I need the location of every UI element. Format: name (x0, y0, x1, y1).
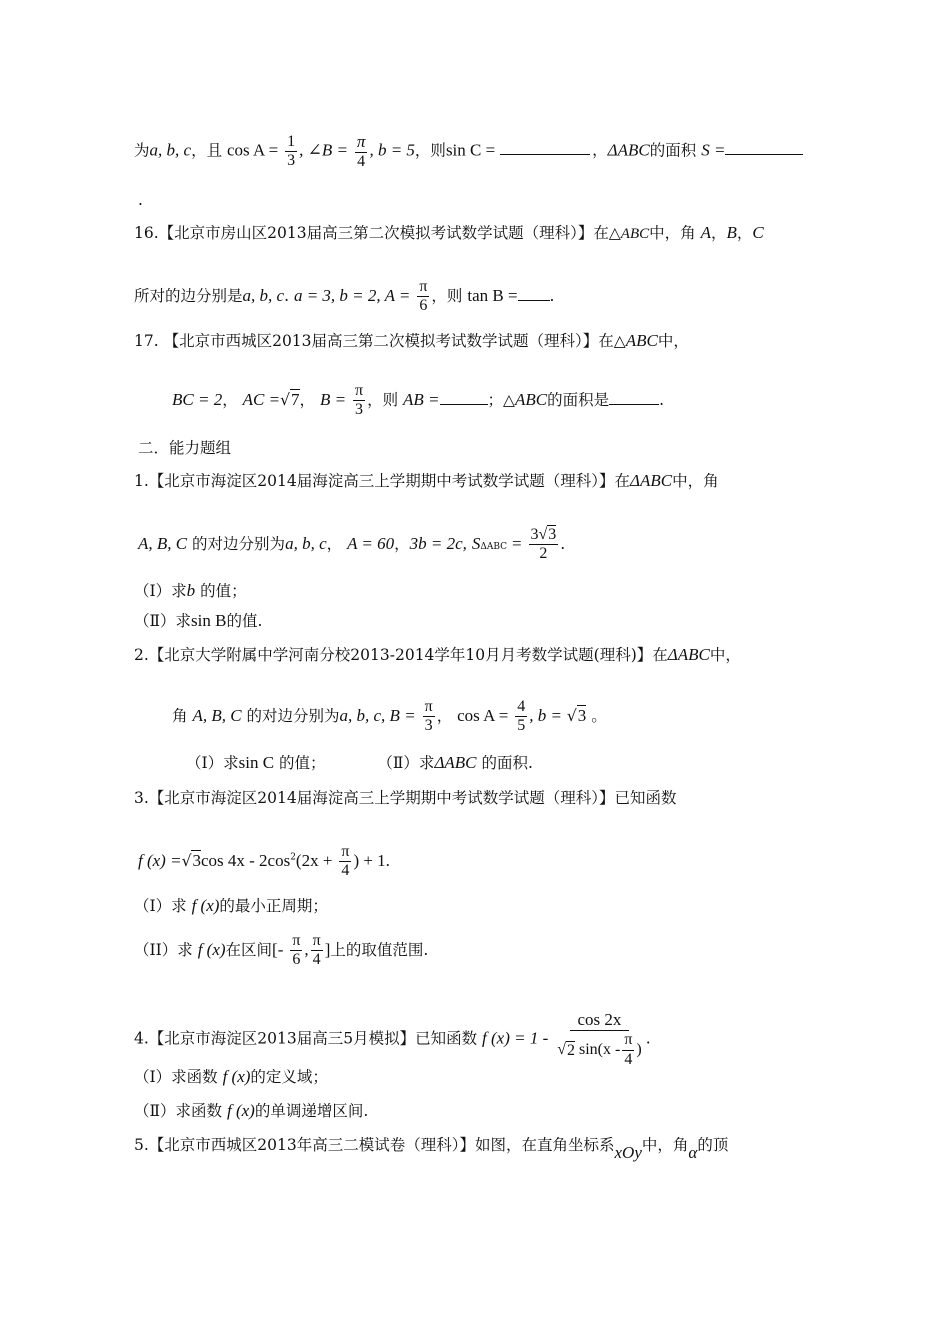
math-b5: , b = 5 (369, 140, 415, 160)
p1-heading: 1.【北京市海淀区2014届海淀高三上学期期中考试数学试题（理科）】在ΔABC中，角 (134, 471, 719, 490)
p3-heading: 3.【北京市海淀区2014届海淀高三上学期期中考试数学试题（理科）】已知函数 (134, 789, 677, 807)
q17-heading: 17. 【北京市西城区2013届高三第二次模拟考试数学试题（理科）】在△ABC中， (134, 331, 689, 350)
fraction: $\frac{\pi}{6}$ (292, 932, 301, 969)
math-cosA: cos A = (227, 140, 279, 160)
text: ，则 (414, 141, 446, 160)
fraction: $\frac{\pi}{3}$ (355, 382, 364, 419)
p1-part1: （Ⅰ）求b 的值； (134, 581, 247, 600)
p3-part1: （I）求 f (x)的最小正周期； (134, 896, 328, 915)
answer-blank (440, 404, 488, 405)
text: ，且 (191, 141, 223, 160)
math-sinC: sin C = (445, 140, 496, 160)
q15-continuation: 为a, b, c，且 cos A = $\frac{1}{3}$ , ∠B = $\frac{\pi}{4}$ , b = 5，则sin C = ，ΔABC的面积 S = (134, 132, 803, 171)
p3-function: f (x) =√3cos $4x - 2\cos^2(2x$ + $\frac{\pi}{4}$ ) + 1. (138, 843, 390, 880)
p5-heading: 5.【北京市西城区2013年高三二模试卷（理科）】如图，在直角坐标系xOy中，角α的顶 (134, 1136, 729, 1162)
math-triangle: ΔABC (607, 140, 650, 160)
fraction: $\frac{3√3}{2}$ (530, 526, 557, 563)
answer-blank (518, 300, 550, 301)
math-angleB: , ∠B = (299, 140, 348, 160)
answer-blank (500, 154, 590, 155)
q17-condition: BC = 2， AC =√7， B = $\frac{\pi}{3}$ ，则 AB = ；△ABC的面积是 . (172, 382, 665, 419)
p2-condition: 角 A, B, C 的对边分别为a, b, c, B = $\frac{\pi}{3}$ ， cos A = $\frac{4}{5}$ , b = √3 。 (172, 698, 607, 735)
math-S: S = (701, 140, 726, 160)
p4-part2: （Ⅱ）求函数 f (x)的单调递增区间. (134, 1101, 369, 1120)
answer-blank (725, 154, 803, 155)
p1-condition: A, B, C 的对边分别为a, b, c， A = 60，3b = 2c, SΔABC = $\frac{3√3}{2}$ . (138, 526, 566, 563)
text: 为 (134, 141, 150, 160)
p1-part2: （Ⅱ）求sin B的值. (134, 611, 263, 630)
fraction: $\frac{\pi}{3}$ (424, 698, 433, 735)
answer-blank (609, 404, 659, 405)
math-abc: a, b, c (149, 140, 192, 160)
p2-parts: （Ⅰ）求sin C 的值； （Ⅱ）求ΔABC 的面积. (186, 753, 533, 772)
text: 的面积 (649, 141, 697, 160)
p3-part2: （II）求 f (x)在区间[- $\frac{\pi}{6}$ , $\frac{\pi}{4}$ ]上的取值范围. (134, 932, 429, 969)
p2-heading: 2.【北京大学附属中学河南分校2013-2014学年10月月考数学试题(理科)】在ΔABC中， (134, 645, 741, 664)
fraction: $\frac{\pi}{4}$ (312, 932, 321, 969)
p4-heading: 4.【北京市海淀区2013届高三5月模拟】已知函数 f (x) = 1 - cos 2x √ 2 sin(x - $\frac{\pi}{4}$ ) . (134, 1010, 651, 1068)
fraction: $\frac{\pi}{6}$ (419, 278, 428, 315)
section-heading: 二．能力题组 (138, 439, 232, 457)
fraction: $\frac{4}{5}$ (517, 698, 526, 735)
q16-heading: 16.【北京市房山区2013届高三第二次模拟考试数学试题（理科）】在△ABC中，角 A，B，C (134, 223, 764, 242)
fraction: $\frac{\pi}{4}$ (356, 132, 366, 170)
fraction: cos 2x √ 2 sin(x - $\frac{\pi}{4}$ ) (557, 1010, 642, 1068)
p4-part1: （Ⅰ）求函数 f (x)的定义域； (134, 1067, 328, 1086)
fraction: $\frac{1}{3}$ (287, 132, 296, 169)
q16-condition: 所对的边分别是a, b, c. a = 3, b = 2, A = $\frac{\pi}{6}$ ，则 tan B = . (134, 278, 555, 315)
fraction: $\frac{\pi}{4}$ (341, 843, 350, 880)
period: . (138, 191, 143, 209)
